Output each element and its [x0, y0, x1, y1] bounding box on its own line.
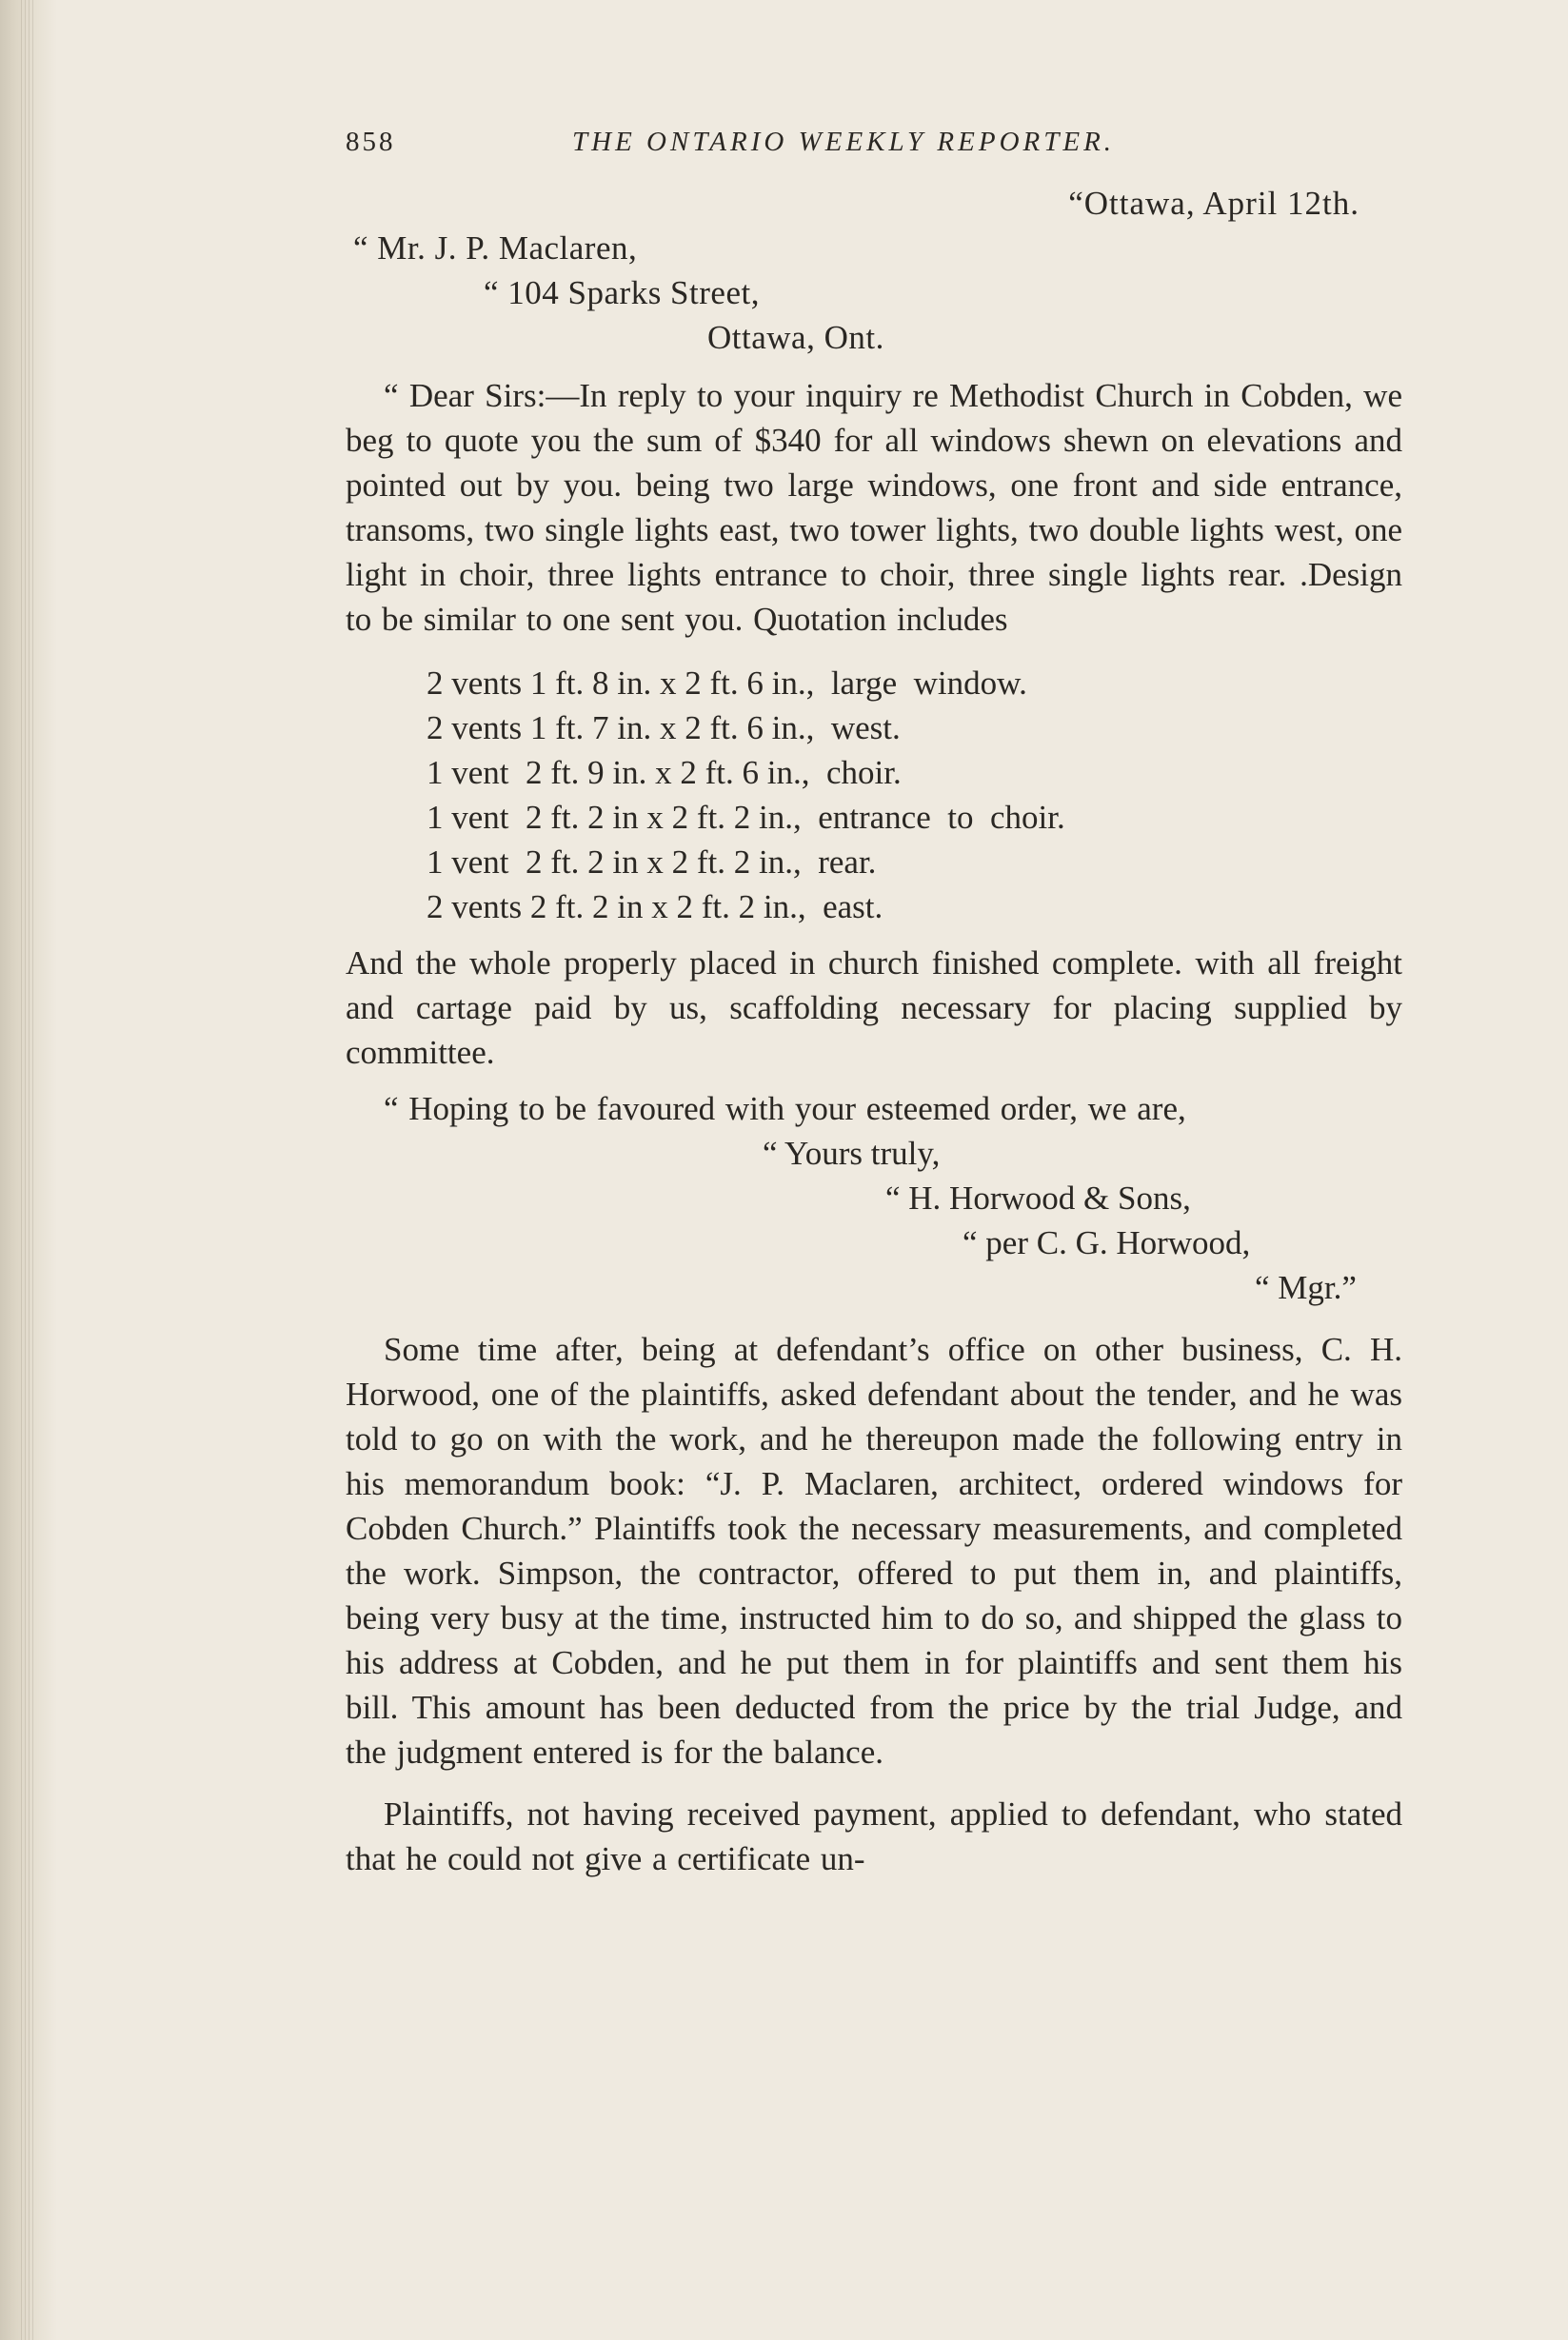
- signature-line: “ Mgr.”: [1255, 1269, 1357, 1306]
- page-stack-lines: [21, 0, 34, 2340]
- running-head: [346, 114, 1402, 162]
- signature-line: “ H. Horwood & Sons,: [885, 1180, 1191, 1217]
- letter-body: “ Dear Sirs:—In reply to your inquiry re Methodist Church in Cobden, we beg to quote you the sum of $340 for all windows shewn on elevations and pointed out by you. being two large windows, one front and side entrance, transoms, two single lights east, two tower lights, two double lights west, one light in choir, three lights entrance to choir, three single lights rear. .Design to be similar to one sent you. Quotation includes: [346, 377, 1402, 638]
- body-paragraph: Some time after, being at defendant’s office on other business, C. H. Horwood, one of the plaintiffs, asked defendant about the tender, and he was told to go on with the work, and he thereupon made the following entry in his memorandum book: “J. P. Maclaren, architect, ordered windows for Cobden Church.” Plaintiffs took the necessary measurements, and completed the work. Simpson, the contractor, offered to put them in, and plaintiffs, being very busy at the time, instructed him to do so, and shipped the glass to his address at Cobden, and he put them in for plaintiffs and sent them his bill. This amount has been deducted from the price by the trial Judge, and the judgment entered is for the balance.: [346, 1331, 1402, 1771]
- quotation-item: 1 vent 2 ft. 2 in x 2 ft. 2 in., entrance to choir.: [427, 799, 1065, 836]
- quotation-item: 2 vents 2 ft. 2 in x 2 ft. 2 in., east.: [427, 888, 883, 925]
- quotation-item: 1 vent 2 ft. 2 in x 2 ft. 2 in., rear.: [427, 843, 877, 881]
- signature-line: “ Yours truly,: [763, 1135, 941, 1172]
- address-line: Ottawa, Ont.: [707, 319, 884, 356]
- page-number: 858: [346, 127, 396, 157]
- body-paragraph: Plaintiffs, not having received payment, applied to defendant, who stated that he could not give a certificate un-: [346, 1795, 1402, 1877]
- journal-title: THE ONTARIO WEEKLY REPORTER.: [572, 127, 1116, 157]
- quotation-item: 2 vents 1 ft. 8 in. x 2 ft. 6 in., large window.: [427, 664, 1027, 702]
- address-line: “ Mr. J. P. Maclaren,: [353, 229, 638, 267]
- letter-closing: “ Hoping to be favoured with your esteemed order, we are,: [384, 1090, 1186, 1127]
- letter-continuation: And the whole properly placed in church finished complete. with all freight and cartage paid by us, scaffolding necessary for placing supplied by committee.: [346, 944, 1402, 1071]
- quotation-item: 1 vent 2 ft. 9 in. x 2 ft. 6 in., choir.: [427, 754, 902, 791]
- address-line: “ 104 Sparks Street,: [484, 274, 760, 311]
- letter-date: “Ottawa, April 12th.: [1068, 185, 1360, 222]
- quotation-list: [427, 661, 1402, 929]
- quotation-item: 2 vents 1 ft. 7 in. x 2 ft. 6 in., west.: [427, 709, 901, 746]
- page-content: [346, 114, 1402, 1881]
- signature-line: “ per C. G. Horwood,: [963, 1224, 1251, 1261]
